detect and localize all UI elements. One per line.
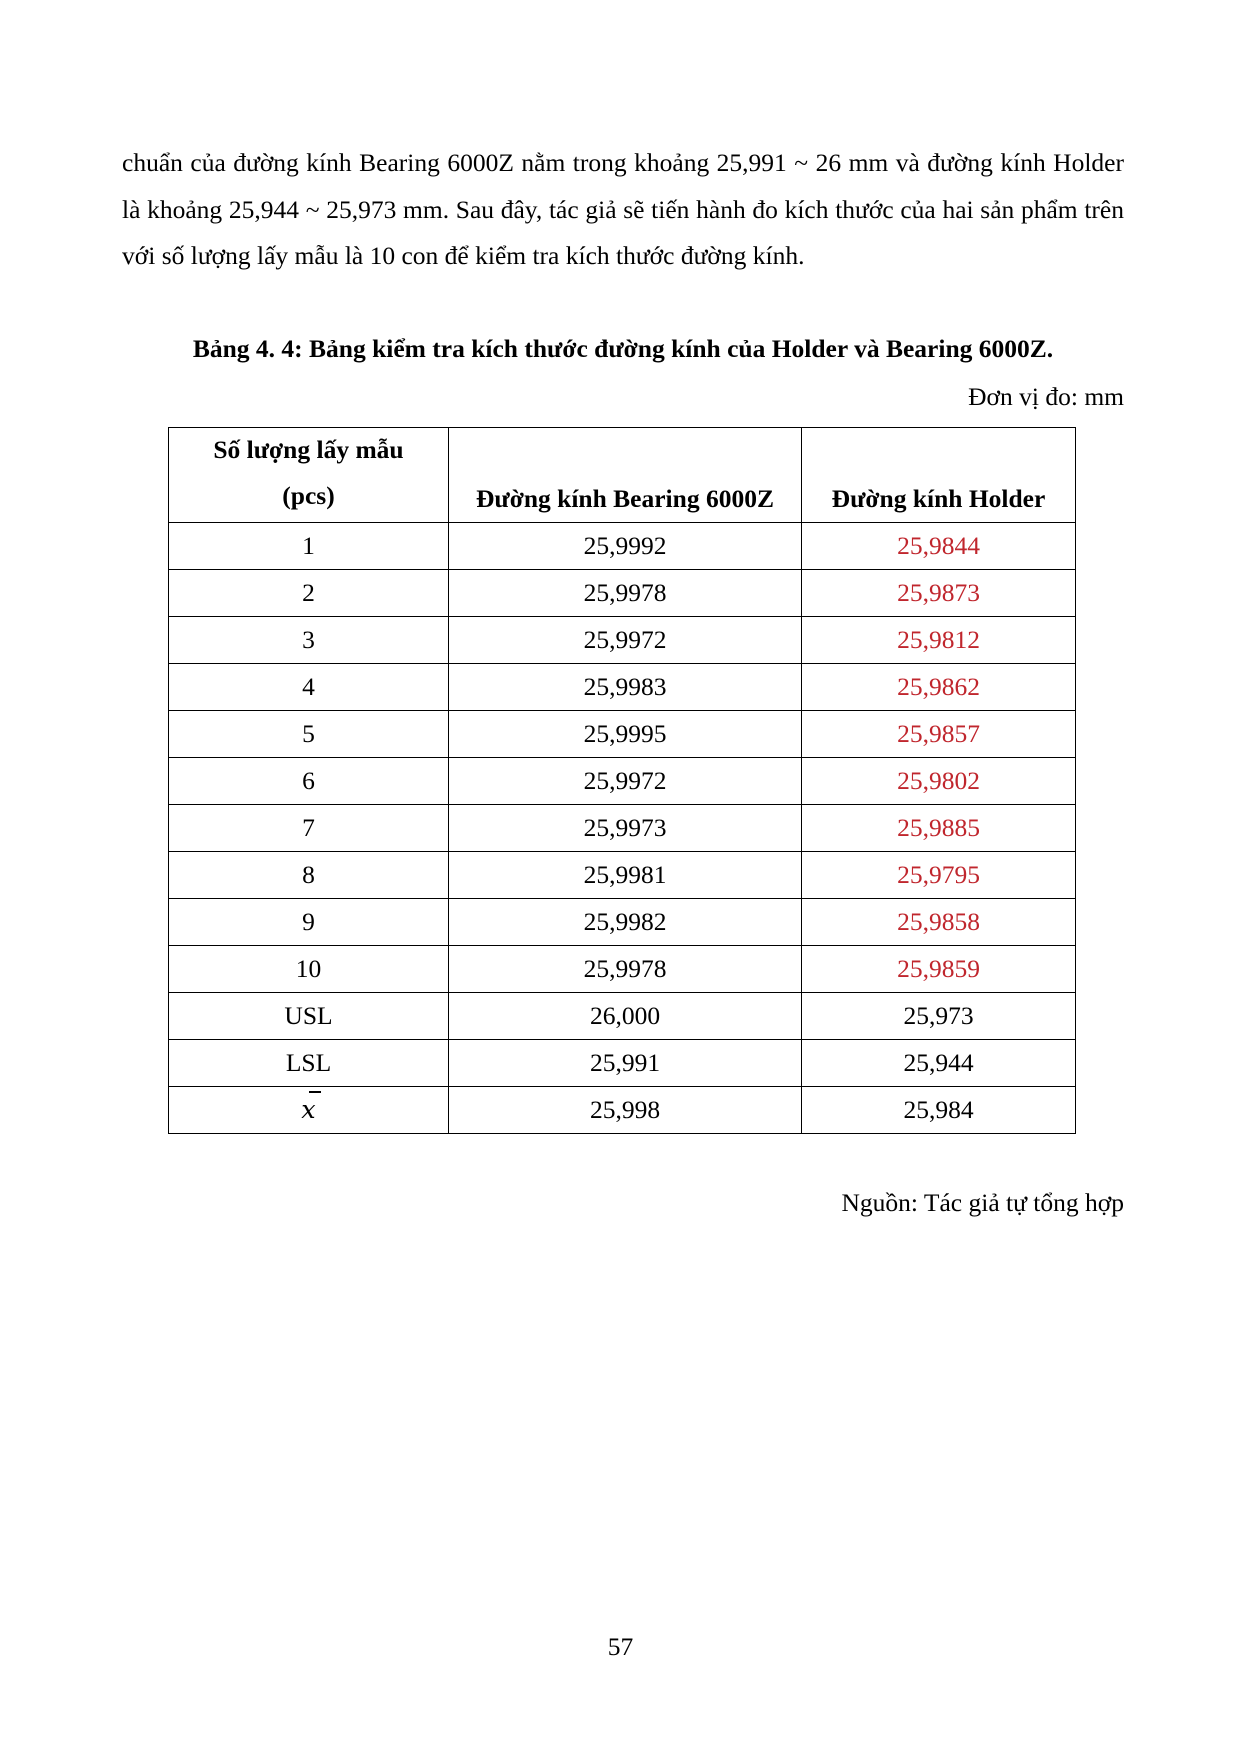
table-row [169,711,1076,758]
table-row [169,570,1076,617]
header-sample-line1: Số lượng lấy mẫu [213,435,404,464]
holder-value: 25,9844 [802,523,1076,570]
bearing-value: 25,9995 [449,711,802,758]
usl-bearing-value: 26,000 [449,993,802,1040]
sample-index: 8 [169,852,449,899]
sample-index: 4 [169,664,449,711]
usl-holder-value: 25,973 [802,993,1076,1040]
body-paragraph: chuẩn của đường kính Bearing 6000Z nằm trong khoảng 25,991 ~ 26 mm và đường kính Holder là khoảng 25,944 ~ 25,973 mm. Sau đây, tác giả sẽ tiến hành đo kích thước của hai sản phẩm trên với số lượng lấy mẫu là 10 con để kiểm tra kích thước đường kính. [122,148,1124,270]
mean-bearing-value: 25,998 [449,1087,802,1134]
sample-index: 9 [169,899,449,946]
header-sample-count [169,428,449,523]
holder-value: 25,9859 [802,946,1076,993]
bearing-value: 25,9983 [449,664,802,711]
table-row [169,664,1076,711]
sample-index: 6 [169,758,449,805]
holder-value: 25,9812 [802,617,1076,664]
header-sample-line2: (pcs) [282,481,335,510]
table-row [169,617,1076,664]
x-bar-symbol: x [301,1088,315,1132]
mean-row [169,1087,1076,1134]
bearing-value: 25,9978 [449,570,802,617]
bearing-value: 25,9973 [449,805,802,852]
holder-value: 25,9885 [802,805,1076,852]
usl-label: USL [169,993,449,1040]
holder-value: 25,9873 [802,570,1076,617]
lsl-holder-value: 25,944 [802,1040,1076,1087]
sample-index: 1 [169,523,449,570]
table-row [169,946,1076,993]
page-number: 57 [607,1632,634,1661]
sample-index: 5 [169,711,449,758]
unit-note: Đơn vị đo: mm [968,382,1124,411]
lsl-bearing-value: 25,991 [449,1040,802,1087]
holder-value: 25,9802 [802,758,1076,805]
holder-value: 25,9795 [802,852,1076,899]
sample-index: 7 [169,805,449,852]
bearing-value: 25,9972 [449,758,802,805]
measurement-table [168,427,1076,1134]
table-row [169,523,1076,570]
bearing-value: 25,9982 [449,899,802,946]
mean-label [169,1087,449,1134]
sample-index: 3 [169,617,449,664]
table-row [169,758,1076,805]
table-row [169,899,1076,946]
holder-value: 25,9857 [802,711,1076,758]
holder-value: 25,9862 [802,664,1076,711]
source-note: Nguồn: Tác giả tự tổng hợp [841,1188,1124,1217]
table-caption: Bảng 4. 4: Bảng kiểm tra kích thước đường kính của Holder và Bearing 6000Z. [192,334,1054,363]
table-row [169,805,1076,852]
usl-row [169,993,1076,1040]
table-row [169,852,1076,899]
header-bearing-diameter: Đường kính Bearing 6000Z [449,428,802,523]
sample-index: 2 [169,570,449,617]
bearing-value: 25,9981 [449,852,802,899]
lsl-row [169,1040,1076,1087]
bearing-value: 25,9992 [449,523,802,570]
sample-index: 10 [169,946,449,993]
bearing-value: 25,9978 [449,946,802,993]
header-holder-diameter: Đường kính Holder [802,428,1076,523]
holder-value: 25,9858 [802,899,1076,946]
mean-holder-value: 25,984 [802,1087,1076,1134]
lsl-label: LSL [169,1040,449,1087]
bearing-value: 25,9972 [449,617,802,664]
table-header-row [169,428,1076,523]
